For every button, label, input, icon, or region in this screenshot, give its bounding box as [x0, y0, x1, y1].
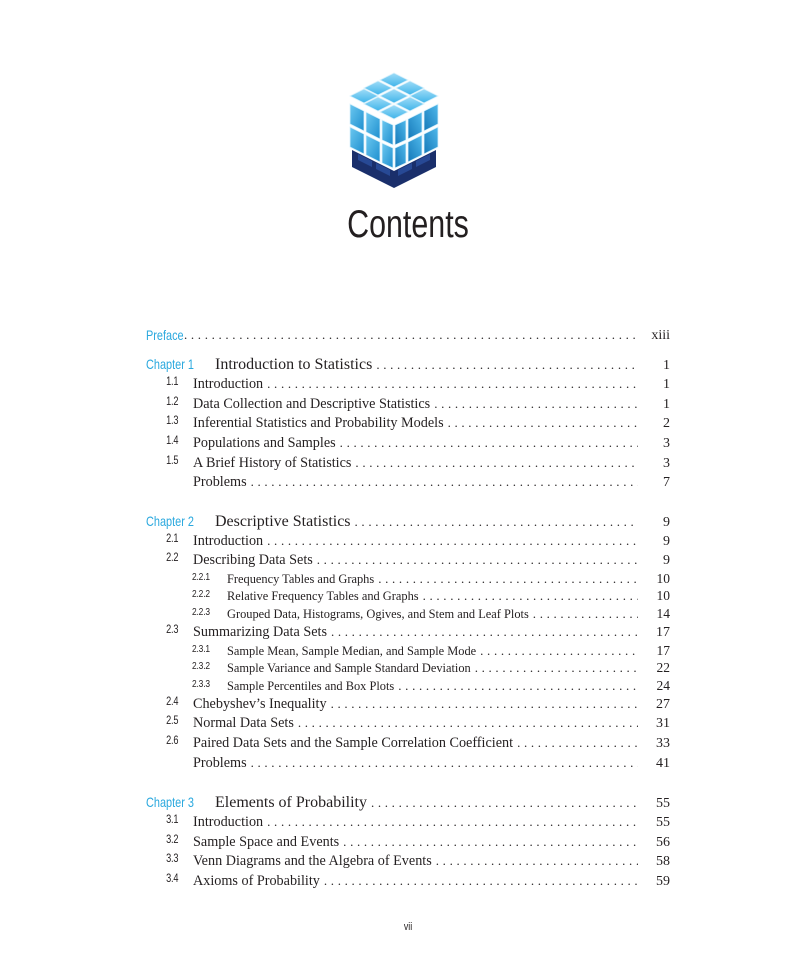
dot-leader: [434, 396, 638, 412]
toc-entry: [0, 873, 788, 893]
toc-entry-title: Venn Diagrams and the Algebra of Events: [193, 853, 432, 869]
toc-page-number: 59: [656, 874, 670, 889]
toc-page-number: 31: [656, 716, 670, 731]
toc-entry: [0, 735, 788, 755]
toc-section-number: 1.1: [165, 376, 178, 388]
toc-entry-title: Populations and Samples: [193, 435, 336, 451]
toc-section-number: 2.1: [165, 533, 178, 545]
toc-page-number: 1: [663, 358, 670, 373]
toc-entry-title: Describing Data Sets: [193, 552, 313, 568]
toc-entry-title: Sample Space and Events: [193, 834, 340, 850]
toc-entry: [0, 660, 788, 680]
toc-page-number: 1: [663, 377, 670, 392]
toc-entry-title: Chebyshev’s Inequality: [193, 696, 327, 712]
toc-section-number: 2.5: [165, 715, 178, 727]
toc-section-number: 1.3: [165, 415, 178, 427]
toc-entry-title: Frequency Tables and Graphs: [227, 572, 375, 586]
dot-leader: [331, 696, 638, 712]
toc-section-number: 1.2: [165, 396, 178, 408]
toc-entry: [0, 376, 788, 396]
toc-page-number: 3: [663, 436, 670, 451]
dot-leader: [324, 873, 638, 889]
toc-section-number: 2.6: [165, 735, 178, 747]
toc-entry: [0, 696, 788, 716]
dot-leader: [436, 853, 638, 869]
toc-entry: [0, 396, 788, 416]
data-cube-icon: [348, 70, 440, 188]
toc-section-number: 2.3: [165, 624, 178, 636]
dot-leader: [448, 415, 638, 431]
toc-chapter-label: Chapter 3: [146, 794, 194, 810]
toc-entry: [0, 474, 788, 494]
toc-entry: [0, 834, 788, 854]
toc-entry: [0, 327, 788, 347]
toc-entry: [0, 794, 788, 814]
toc-entry-title: Grouped Data, Histograms, Ogives, and Stem and Leaf Plots: [227, 607, 529, 621]
toc-page-number: 9: [663, 534, 670, 549]
dot-leader: [480, 643, 638, 659]
toc-section-number: 2.2.3: [192, 606, 210, 618]
dot-leader: [251, 755, 638, 771]
toc-entry: [0, 624, 788, 644]
toc-section-number: 2.3.3: [192, 678, 210, 690]
toc-entry: [0, 715, 788, 735]
toc-entry-title: Introduction: [193, 533, 264, 549]
toc-page-number: 58: [656, 854, 670, 869]
toc-entry: [0, 755, 788, 775]
toc-entry-title: Elements of Probability: [215, 794, 367, 811]
dot-leader: [355, 455, 638, 471]
dot-leader: [267, 376, 638, 392]
toc-entry: [0, 513, 788, 533]
toc-page-number: 1: [663, 397, 670, 412]
toc-entry: [0, 588, 788, 608]
toc-page-number: 2: [663, 416, 670, 431]
dot-leader: [251, 474, 638, 490]
toc-page-number: 17: [656, 643, 670, 658]
toc-entry-title: Axioms of Probability: [193, 873, 320, 889]
toc-page-number: 55: [656, 815, 670, 830]
dot-leader: [331, 624, 638, 640]
toc-entry-title: Normal Data Sets: [193, 715, 294, 731]
toc-chapter-label: Chapter 1: [146, 356, 194, 372]
toc-section-number: 2.2: [165, 552, 178, 564]
dot-leader: [398, 678, 638, 694]
toc-page-number: 56: [656, 835, 670, 850]
toc-page-number: 9: [663, 553, 670, 568]
toc-entry: [0, 455, 788, 475]
toc-section-number: 3.4: [165, 873, 178, 885]
toc-page-number: 14: [656, 606, 670, 621]
toc-page-number: 3: [663, 456, 670, 471]
dot-leader: [378, 571, 638, 587]
dot-leader: [355, 514, 638, 530]
toc-entry: [0, 606, 788, 626]
toc-section-number: 2.4: [165, 696, 178, 708]
toc-entry-title: Relative Frequency Tables and Graphs: [227, 589, 419, 603]
page-number: vii: [403, 921, 413, 933]
dot-leader: [343, 834, 638, 850]
toc-chapter-label: Chapter 2: [146, 513, 194, 529]
toc-page-number: 33: [656, 736, 670, 751]
toc-page-number: 41: [656, 756, 670, 771]
toc-entry-title: Descriptive Statistics: [215, 513, 351, 530]
toc-section-number: 1.5: [165, 455, 178, 467]
toc-entry-title: Problems: [193, 755, 247, 771]
dot-leader: [533, 606, 638, 622]
toc-entry: [0, 533, 788, 553]
toc-entry-title: Introduction: [193, 814, 264, 830]
toc-entry: [0, 415, 788, 435]
toc-entry-title: Introduction: [193, 376, 264, 392]
toc-entry-title: Sample Percentiles and Box Plots: [227, 679, 395, 693]
dot-leader: [475, 660, 638, 676]
toc-page-number: 22: [656, 660, 670, 675]
dot-leader: [517, 735, 638, 751]
toc-section-number: 3.2: [165, 834, 178, 846]
toc-entry-title: Problems: [193, 474, 247, 490]
toc-section-number: 1.4: [165, 435, 178, 447]
toc-section-number: 2.2.1: [192, 571, 210, 583]
toc-page-number: 24: [656, 678, 670, 693]
toc-entry-title: A Brief History of Statistics: [193, 455, 352, 471]
toc-section-number: 2.3.2: [192, 660, 210, 672]
toc-entry-title: Sample Variance and Sample Standard Deviation: [227, 661, 471, 675]
toc-entry-title: Introduction to Statistics: [215, 356, 373, 373]
toc-entry: [0, 814, 788, 834]
toc-page-number: 7: [663, 475, 670, 490]
toc-page-number: 10: [656, 588, 670, 603]
toc-section-number: 2.3.1: [192, 643, 210, 655]
dot-leader: [317, 552, 638, 568]
toc-page-number: 55: [656, 796, 670, 811]
dot-leader: [267, 533, 638, 549]
toc-entry-title: Data Collection and Descriptive Statistics: [193, 396, 431, 412]
dot-leader: [371, 795, 638, 811]
dot-leader: [376, 357, 638, 373]
dot-leader: [267, 814, 638, 830]
page-title: Contents: [347, 203, 469, 246]
dot-leader: [423, 588, 638, 604]
toc-page-number: 17: [656, 625, 670, 640]
toc-page-number: 27: [656, 697, 670, 712]
dot-leader: [340, 435, 638, 451]
toc-section-number: 3.1: [165, 814, 178, 826]
toc-entry: [0, 356, 788, 376]
toc-entry: [0, 435, 788, 455]
dot-leader: [184, 327, 638, 343]
toc-section-number: 3.3: [165, 853, 178, 865]
toc-page-number: 10: [656, 571, 670, 586]
toc-entry: [0, 552, 788, 572]
toc-entry: [0, 678, 788, 698]
toc-entry-title: Inferential Statistics and Probability Models: [193, 415, 444, 431]
toc-entry-title: Summarizing Data Sets: [193, 624, 327, 640]
toc-chapter-label: Preface: [146, 327, 184, 343]
toc-entry-title: Sample Mean, Sample Median, and Sample Mode: [227, 644, 477, 658]
dot-leader: [298, 715, 638, 731]
toc-entry: [0, 853, 788, 873]
toc-section-number: 2.2.2: [192, 588, 210, 600]
toc-entry-title: Paired Data Sets and the Sample Correlation Coefficient: [193, 735, 514, 751]
toc-page-number: 9: [663, 515, 670, 530]
toc-page-number: xiii: [651, 328, 670, 343]
